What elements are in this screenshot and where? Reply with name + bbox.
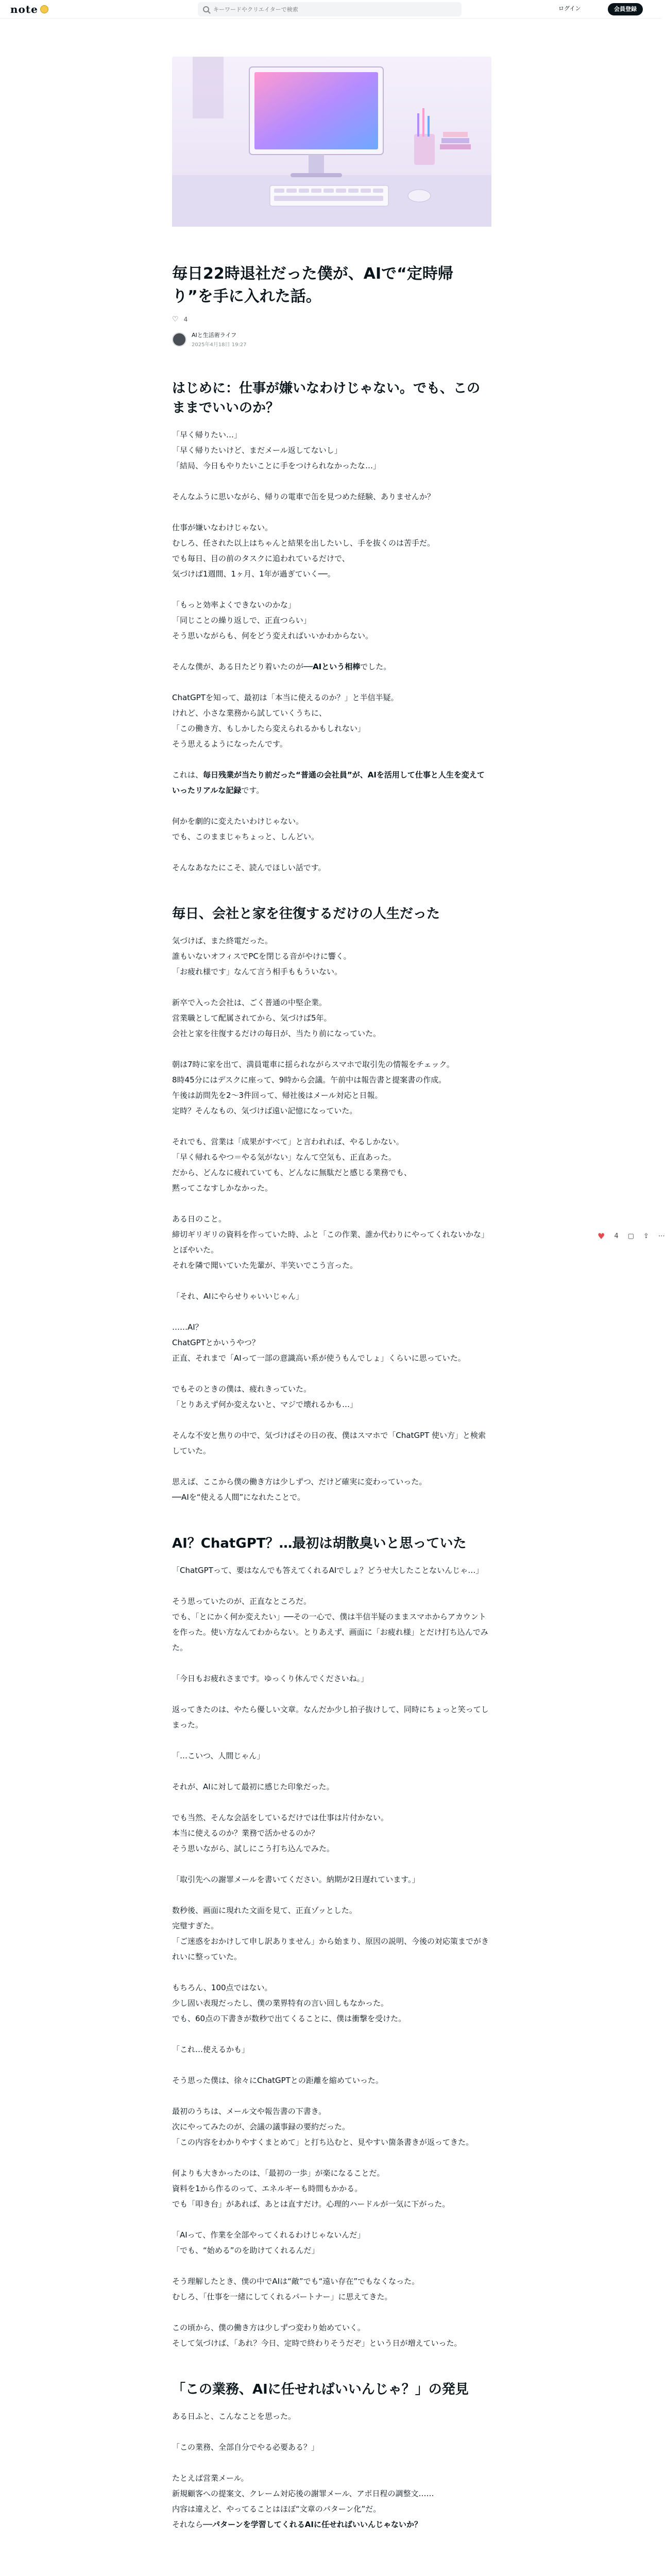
paragraph: [172, 2042, 491, 2057]
paragraph: [172, 1474, 491, 1505]
side-actions: [598, 1231, 665, 1241]
paragraph-line: 会社と家を往復するだけの毎日が、当たり前になっていた。: [172, 1029, 381, 1038]
paragraph-line: 「ChatGPTって、要はなんでも答えてくれるAIでしょ？どうせ大したことないんじゃ…」: [172, 1566, 484, 1575]
paragraph-line: 正直、それまで「AIって一部の意識高い系が使うもんでしょ」くらいに思っていた。: [172, 1353, 466, 1363]
paragraph: [172, 1748, 491, 1764]
section-heading: はじめに：仕事が嫌いなわけじゃない。でも、このままでいいのか？: [172, 381, 481, 416]
side-like-count: 4: [614, 1232, 619, 1240]
paragraph: [172, 1134, 491, 1196]
avatar[interactable]: [172, 332, 186, 347]
search-input[interactable]: [213, 6, 450, 13]
paragraph: [172, 1779, 491, 1794]
paragraph: [172, 1872, 491, 1887]
paragraph: [172, 2274, 491, 2304]
paragraph-line: 「この働き方、もしかしたら変えられるかもしれない」: [172, 724, 366, 733]
section-heading: AI？ChatGPT？…最初は胡散臭いと思っていた: [172, 1536, 467, 1551]
paragraph: [172, 2104, 491, 2150]
paragraph-line: そんな僕が、ある日たどり着いたのが──AIという相棒でした。: [172, 662, 391, 671]
paragraph-line: もちろん、100点ではない。: [172, 1983, 272, 1992]
bookmark-icon[interactable]: ▢: [627, 1232, 634, 1240]
paragraph-line: むしろ、任された以上はちゃんと結果を出したいし、手を抜くのは苦手だ。: [172, 538, 435, 548]
paragraph-line: 次にやってみたのが、会議の議事録の要約だった。: [172, 2122, 350, 2131]
note-logo[interactable]: [10, 3, 48, 15]
paragraph-line: そう思えるようになったんです。: [172, 739, 287, 749]
paragraph-line: 「今日もお疲れさまです。ゆっくり休んでくださいね。」: [172, 1674, 369, 1683]
paragraph-line: 何よりも大きかったのは、「最初の一歩」が楽になることだ。: [172, 2168, 385, 2178]
paragraph-line: 「早く帰りたい…」: [172, 430, 242, 439]
paragraph: [172, 2073, 491, 2088]
paragraph: [172, 597, 491, 643]
paragraph: [172, 2320, 491, 2351]
paragraph: [172, 2439, 491, 2455]
logo-face-icon: [40, 5, 48, 13]
paragraph-line: 「とりあえず何か変えないと、マジで壊れるかも…」: [172, 1400, 358, 1409]
heart-icon[interactable]: ♡: [172, 315, 179, 324]
paragraph-line: 営業職として配属されてから、気づけば5年。: [172, 1013, 332, 1023]
paragraph-line: 新卒で入った会社は、ごく普通の中堅企業。: [172, 998, 327, 1007]
paragraph: [172, 1903, 491, 1964]
paragraph-line: 何かを劇的に変えたいわけじゃない。: [172, 817, 304, 826]
paragraph: [172, 814, 491, 844]
paragraph-line: 午後は訪問先を2〜3件回って、帰社後はメール対応と日報。: [172, 1091, 383, 1100]
paragraph-line: でも、「とにかく何か変えたい」──その一心で、僕は半信半疑のままスマホからアカウントを作った。使い方なんてわからない。とりあえず、画面に「お疲れ様」とだけ打ち込んでみた。: [172, 1612, 488, 1652]
paragraph-line: そう思いながらも、何をどう変えればいいかわからない。: [172, 631, 373, 640]
paragraph-line: ChatGPTとかいうやつ？: [172, 1338, 260, 1347]
paragraph: [172, 427, 491, 473]
paragraph-line: 定時？そんなもの、気づけば遠い記憶になっていた。: [172, 1106, 357, 1115]
paragraph-line: ある日ふと、こんなことを思った。: [172, 2412, 296, 2421]
login-link[interactable]: ログイン: [558, 5, 581, 12]
paragraph: [172, 1211, 491, 1273]
article-title: 毎日22時退社だった僕が、AIで“定時帰り”を手に入れた話。: [172, 265, 453, 306]
paragraph-line: ……AI？: [172, 1323, 203, 1332]
search-icon: [203, 6, 209, 12]
paragraph: [172, 520, 491, 582]
article: [172, 57, 491, 2548]
paragraph-line: 「この業務、全部自分でやる必要ある？」: [172, 2443, 319, 2452]
paragraph-line: 朝は7時に家を出て、満員電車に揺られながらスマホで取引先の情報をチェック。: [172, 1060, 454, 1069]
paragraph: [172, 1428, 491, 1459]
paragraph-line: でも、60点の下書きが数秒で出てくることに、僕は衝撃を受けた。: [172, 2014, 406, 2023]
paragraph: [172, 690, 491, 752]
paragraph: [172, 1289, 491, 1304]
paragraph-line: 「…こいつ、人間じゃん」: [172, 1751, 265, 1760]
paragraph-line: 8時45分にはデスクに座って、9時から会議。午前中は報告書と提案書の作成。: [172, 1075, 447, 1084]
paragraph-line: 「早く帰りたいけど、まだメール返してないし」: [172, 446, 342, 455]
paragraph-line: それでも、営業は「成果がすべて」と言われれば、やるしかない。: [172, 1137, 404, 1146]
paragraph-line: 「結局、今日もやりたいことに手をつけられなかったな…」: [172, 461, 381, 470]
share-icon[interactable]: ⇪: [643, 1232, 649, 1240]
paragraph: [172, 1702, 491, 1733]
paragraph: [172, 2227, 491, 2258]
like-row: [172, 315, 491, 324]
paragraph-line: 黙ってこなすしかなかった。: [172, 1183, 273, 1193]
paragraph-line: たとえば営業メール。: [172, 2473, 249, 2483]
signup-button[interactable]: 会員登録: [608, 3, 643, 15]
paragraph: [172, 2165, 491, 2212]
paragraph-line: ある日のこと。: [172, 1214, 227, 1224]
paragraph-line: 「早く帰れるやつ＝やる気がない」なんて空気も、正直あった。: [172, 1153, 396, 1162]
paragraph-line: 誰もいないオフィスでPCを閉じる音がやけに響く。: [172, 952, 351, 961]
paragraph: [172, 489, 491, 504]
paragraph: [172, 1057, 491, 1118]
paragraph-line: 「でも、“始める”のを助けてくれるんだ」: [172, 2246, 319, 2255]
paragraph: [172, 659, 491, 674]
paragraph-line: 本当に使えるのか？業務で活かせるのか？: [172, 1828, 319, 1838]
paragraph-line: でもそのときの僕は、疲れきっていた。: [172, 1384, 312, 1394]
paragraph-line: そして気づけば、「あれ？今日、定時で終わりそうだぞ」という日が増えていった。: [172, 2338, 462, 2348]
paragraph-line: これは、毎日残業が当たり前だった“普通の会社員”が、AIを活用して仕事と人生を変えていったリアルな記録です。: [172, 770, 485, 795]
hero-image: [172, 57, 491, 227]
paragraph-line: でも毎日、目の前のタスクに追われているだけで、: [172, 554, 350, 563]
paragraph: [172, 1563, 491, 1578]
paragraph: [172, 1810, 491, 1856]
paragraph: [172, 933, 491, 979]
paragraph: [172, 2470, 491, 2532]
author-block[interactable]: [172, 331, 491, 348]
author-name[interactable]: AIと生活術ライフ: [192, 332, 237, 338]
paragraph-line: 仕事が嫌いなわけじゃない。: [172, 523, 273, 532]
search-bar[interactable]: [198, 2, 462, 16]
paragraph: [172, 1381, 491, 1412]
like-heart-icon[interactable]: ♥: [598, 1231, 605, 1241]
paragraph-line: でも当然、そんな会話をしているだけでは仕事は片付かない。: [172, 1813, 389, 1822]
paragraph-line: 「この内容をわかりやすくまとめて」と打ち込むと、見やすい箇条書きが返ってきた。: [172, 2138, 474, 2147]
paragraph-line: 数秒後、画面に現れた文面を見て、正直ゾッとした。: [172, 1906, 357, 1915]
more-icon[interactable]: ⋯: [658, 1232, 665, 1240]
paragraph-line: でも、このままじゃちょっと、しんどい。: [172, 832, 319, 841]
paragraph: [172, 1319, 491, 1366]
section-heading: 毎日、会社と家を往復するだけの人生だった: [172, 906, 440, 922]
paragraph-line: 「お疲れ様です」なんて言う相手ももういない。: [172, 967, 343, 976]
paragraph: [172, 860, 491, 875]
article-body: [172, 379, 491, 2532]
paragraph: [172, 1594, 491, 1655]
paragraph-line: 完璧すぎた。: [172, 1921, 219, 1930]
paragraph-line: 少し固い表現だったし、僕の業界特有の言い回しもなかった。: [172, 1998, 389, 2008]
paragraph-line: そう思いながら、試しにこう打ち込んでみた。: [172, 1844, 335, 1853]
paragraph-line: 資料を1から作るのって、エネルギーも時間もかかる。: [172, 2184, 363, 2193]
logo-text: note: [10, 3, 38, 15]
paragraph-line: 「それ、AIにやらせりゃいいじゃん」: [172, 1292, 304, 1301]
site-header: [0, 0, 661, 19]
paragraph-line: 「AIって、作業を全部やってくれるわけじゃないんだ」: [172, 2230, 365, 2240]
paragraph-line: 最初のうちは、メール文や報告書の下書き。: [172, 2107, 327, 2116]
paragraph-line: 気づけば1週間、1ヶ月、1年が過ぎていく──。: [172, 569, 335, 579]
paragraph: [172, 767, 491, 798]
paragraph-line: 「ご迷惑をおかけして申し訳ありません」から始まり、原因の説明、今後の対応策までがきれいに整っていた。: [172, 1937, 489, 1961]
paragraph: [172, 1671, 491, 1686]
paragraph-line: 「同じことの繰り返しで、正直つらい」: [172, 616, 311, 625]
paragraph-line: そんなあなたにこそ、読んでほしい話です。: [172, 863, 326, 872]
post-date: 2025年4月18日 19:27: [192, 342, 247, 348]
paragraph-line: 「取引先への謝罪メールを書いてください。納期が2日遅れています。」: [172, 1875, 420, 1884]
paragraph-line: そう思った僕は、徐々にChatGPTとの距離を縮めていった。: [172, 2076, 383, 2085]
hero-illustration: [172, 57, 491, 227]
paragraph-line: でも「叩き台」があれば、あとは直すだけ。心理的ハードルが一気に下がった。: [172, 2199, 450, 2209]
paragraph: [172, 2409, 491, 2424]
paragraph-line: 内容は違えど、やってることはほぼ“文章のパターン化”だ。: [172, 2504, 381, 2514]
paragraph-line: 新規顧客への提案文、クレーム対応後の謝罪メール、アポ日程の調整文……: [172, 2489, 434, 2498]
paragraph-line: そんなふうに思いながら、帰りの電車で缶を見つめた経験、ありませんか？: [172, 492, 435, 501]
paragraph-line: 「もっと効率よくできないのかな」: [172, 600, 296, 609]
paragraph-line: それを隣で聞いていた先輩が、半笑いでこう言った。: [172, 1261, 358, 1270]
paragraph-line: それなら──パターンを学習してくれるAIに任せればいいんじゃないか？: [172, 2520, 422, 2529]
paragraph-line: ChatGPTを知って、最初は「本当に使えるのか？」と半信半疑。: [172, 693, 399, 702]
paragraph-line: それが、AIに対して最初に感じた印象だった。: [172, 1782, 334, 1791]
paragraph-line: けれど、小さな業務から試していくうちに、: [172, 708, 327, 718]
paragraph-line: この頃から、僕の働き方は少しずつ変わり始めていく。: [172, 2323, 365, 2332]
paragraph-line: そんな不安と焦りの中で、気づけばその日の夜、僕はスマホで「ChatGPT 使い方」と検索していた。: [172, 1431, 486, 1455]
paragraph-line: だから、どんなに疲れていても、どんなに無駄だと感じる業務でも、: [172, 1168, 412, 1177]
paragraph-line: 気づけば、また終電だった。: [172, 936, 273, 945]
paragraph-line: 思えば、ここから僕の働き方は少しずつ、だけど確実に変わっていった。: [172, 1477, 427, 1486]
paragraph: [172, 1980, 491, 2026]
paragraph-line: むしろ、「仕事を一緒にしてくれるパートナー」に思えてきた。: [172, 2292, 393, 2301]
paragraph: [172, 995, 491, 1041]
paragraph-line: そう理解したとき、僕の中でAIは“敵”でも“遠い存在”でもなくなった。: [172, 2277, 420, 2286]
paragraph-line: ──AIを“使える人間”になれたことで。: [172, 1493, 305, 1502]
section-heading: 「この業務、AIに任せればいいんじゃ？」の発見: [172, 2382, 469, 2397]
paragraph-line: 「これ…使えるかも」: [172, 2045, 250, 2054]
like-count: 4: [183, 316, 188, 323]
paragraph-line: 締切ギリギリの資料を作っていた時、ふと「この作業、誰か代わりにやってくれないかな」とぼやいた。: [172, 1230, 489, 1255]
paragraph-line: 返ってきたのは、やたら優しい文章。なんだか少し拍子抜けして、同時にちょっと笑ってしまった。: [172, 1705, 489, 1730]
paragraph-line: そう思っていたのが、正直なところだ。: [172, 1597, 312, 1606]
